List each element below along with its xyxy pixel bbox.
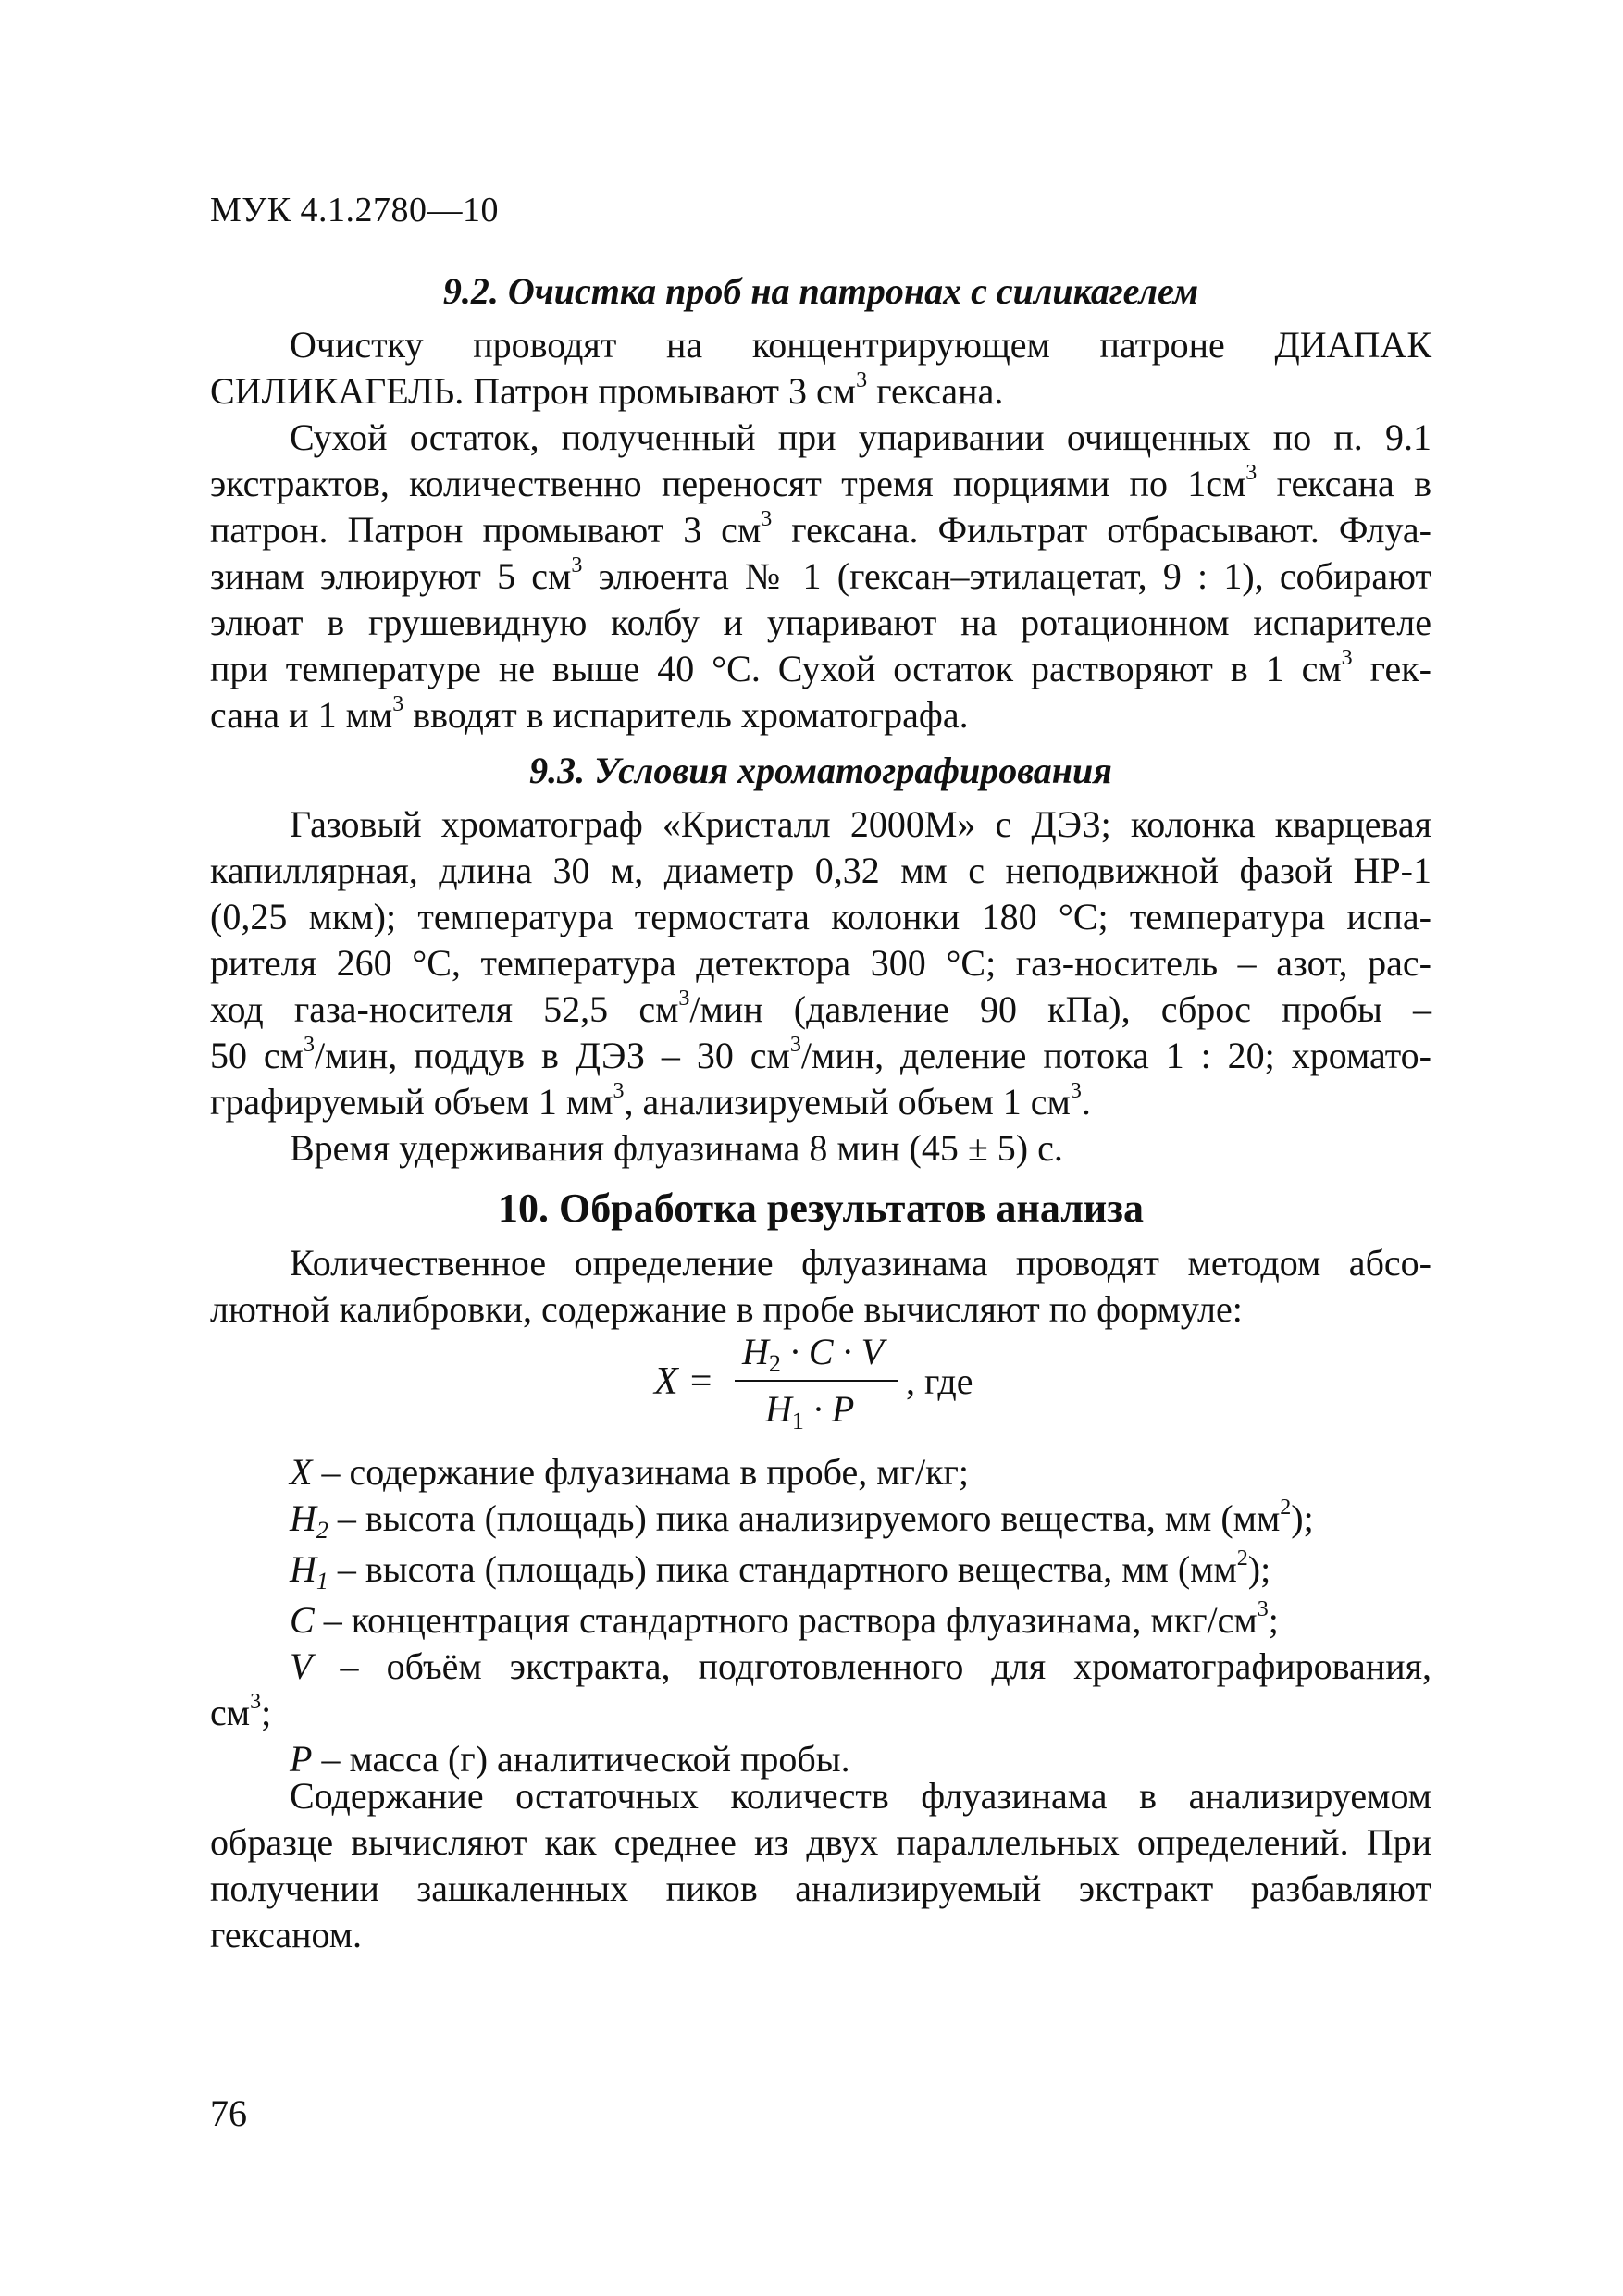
section-10-conclusion (210, 1773, 1431, 1958)
text-line: Очистку проводят на концентрирующем патроне ДИАПАК (290, 324, 1431, 366)
text-line: зинам элюируют 5 $см^3$ элюента № 1 (гексан–этилацетат, 9 : 1), собирают (210, 552, 1431, 597)
text-line: графируемый объем 1 $мм^3$, анализируемый объем 1 $см^3$. (210, 1078, 1091, 1123)
text-line: Время удерживания флуазинама 8 мин (45 ± 5) с. (290, 1127, 1063, 1169)
definition-v-cont: $см^3$; (210, 1689, 272, 1733)
text-line: капиллярная, длина 30 м, диаметр 0,32 мм с неподвижной фазой НР-1 (210, 850, 1431, 891)
section-9-2-body (210, 322, 1431, 738)
section-10 (210, 1183, 1431, 1235)
text-line: Сухой остаток, полученный при упаривании очищенных по п. 9.1 (290, 416, 1431, 458)
section-9-3-body (210, 801, 1431, 1172)
page-number: 76 (210, 2092, 247, 2134)
text-line: сана и 1 $мм^3$ вводят в испаритель хроматографа. (210, 691, 969, 736)
section-9-2 (210, 268, 1431, 315)
definition-p: P – масса (г) аналитической пробы. (290, 1738, 850, 1780)
text-line: образце вычисляют как среднее из двух параллельных определений. При (210, 1821, 1431, 1863)
definition-h1: $H_1$ – высота (площадь) пика стандартного вещества, мм $(мм^2)$; (290, 1545, 1271, 1595)
text-line: рителя 260 °С, температура детектора 300 °С; газ-носитель – азот, рас- (210, 942, 1431, 984)
section-9-3 (210, 748, 1431, 794)
section-10-intro (210, 1240, 1431, 1333)
section-9-3-title: 9.3. Условия хроматографирования (529, 750, 1112, 791)
formula-denominator: $H_1 \cdot P$ (765, 1388, 855, 1434)
text-line: Количественное определение флуазинама проводят методом абсо- (290, 1242, 1431, 1284)
formula-lhs: X = (654, 1360, 714, 1403)
definition-v: V – объём экстракта, подготовленного для хроматографирования, (290, 1645, 1431, 1687)
formula-definitions (210, 1449, 1431, 1782)
formula-fraction-bar (735, 1380, 898, 1382)
text-line: Газовый хроматограф «Кристалл 2000М» с ДЭЗ; колонка кварцевая (290, 803, 1431, 845)
section-9-2-title: 9.2. Очистка проб на патронах с силикагелем (442, 270, 1199, 312)
definition-x: X – содержание флуазинама в пробе, мг/кг; (290, 1451, 970, 1493)
text-line: элюат в грушевидную колбу и упаривают на ротационном испарителе (210, 602, 1431, 643)
formula (210, 1333, 1431, 1436)
text-line: при температуре не выше 40 °С. Сухой остаток растворяют в 1 $см^3$ гек- (210, 645, 1432, 689)
text-line: гексаном. (210, 1914, 363, 1955)
text-line: СИЛИКАГЕЛЬ. Патрон промывают 3 $см^3$ гексана. (210, 367, 1004, 412)
section-10-title: 10. Обработка результатов анализа (498, 1185, 1144, 1231)
text-line: ход газа-носителя 52,5 $см^3$/мин (давление 90 кПа), сброс пробы – (210, 986, 1431, 1030)
text-line: (0,25 мкм); температура термостата колонки 180 °С; температура испа- (210, 896, 1431, 937)
document-code-header: МУК 4.1.2780—10 (210, 191, 500, 230)
definition-h2: $H_2$ – высота (площадь) пика анализируемого вещества, мм $(мм^2)$; (290, 1495, 1314, 1544)
text-line: Содержание остаточных количеств флуазинама в анализируемом (290, 1775, 1431, 1817)
definition-c: C – концентрация стандартного раствора флуазинама, мкг/$см^3$; (290, 1596, 1279, 1641)
formula-numerator: $H_2 \cdot C \cdot V$ (742, 1331, 885, 1377)
text-line: лютной калибровки, содержание в пробе вычисляют по формуле: (210, 1288, 1243, 1330)
text-line: получении зашкаленных пиков анализируемый экстракт разбавляют (210, 1868, 1431, 1909)
text-line: патрон. Патрон промывают 3 $см^3$ гексана. Фильтрат отбрасывают. Флуа- (210, 506, 1431, 551)
formula-where: , где (906, 1360, 973, 1402)
text-line: экстрактов, количественно переносят тремя порциями по $1см^3$ гексана в (210, 460, 1431, 504)
text-line: 50 $см^3$/мин, поддув в ДЭЗ – 30 $см^3$/мин, деление потока 1 : 20; хромато- (210, 1032, 1431, 1076)
